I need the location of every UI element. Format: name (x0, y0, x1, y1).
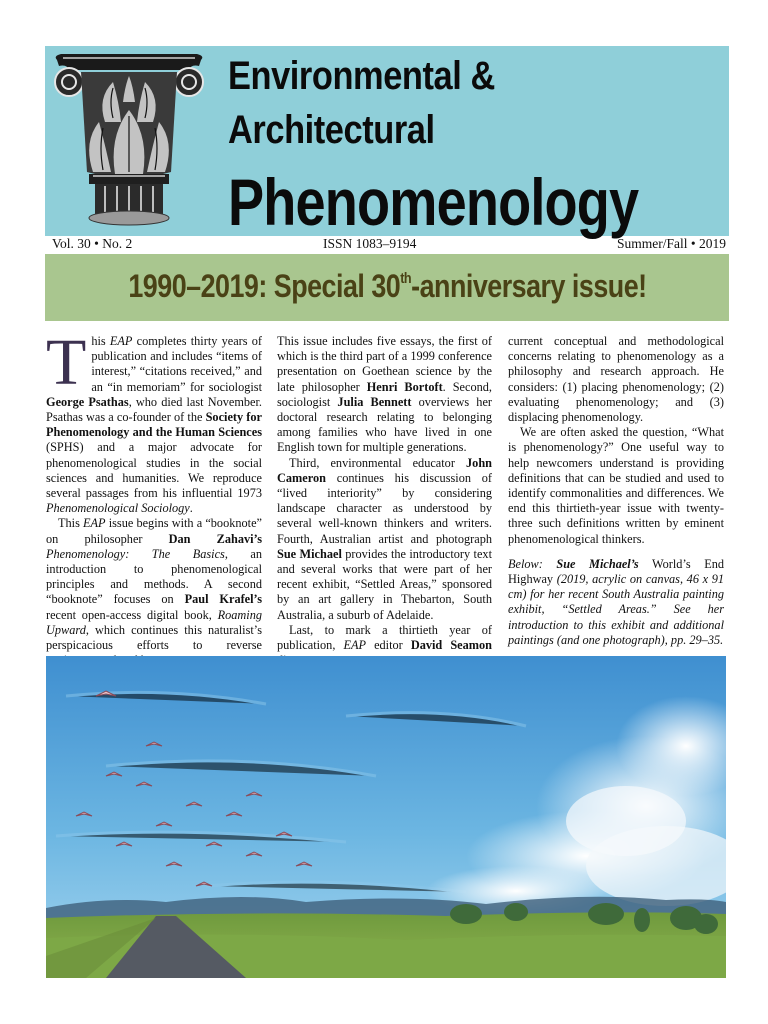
masthead-title-line-3: Phenomenology (228, 165, 639, 239)
masthead (45, 46, 729, 239)
anniversary-banner (45, 254, 729, 321)
paragraph: current conceptual and methodological concerns relating to phenomenology as a philosophy and research approach. He considers: (1) placing phenomenology; (2) evaluating phenomenology; and (3) displacing phenomenology. (508, 334, 724, 425)
paragraph: This EAP completes thirty years of publication and includes “items of interest,” “citations received,” and an “in memoriam” for sociologist George Psathas, who died last November. Psathas was a co-founder of the Society for Phenomenology and the Human Sciences (SPHS) and a major advocate for phenomenological studies in the social sciences and humanities. We reproduce several passages from his influential 1973 Phenomenological Sociology. (46, 326, 263, 516)
landscape-painting-image (46, 656, 726, 978)
drop-cap: T (46, 326, 87, 399)
paragraph: This issue includes five essays, the first of which is the third part of a 1999 conference presentation on Goethean science by the late philosopher Henri Bortoft. Second, sociologist Julia Bennett overviews her doctoral research relating to belonging among families who have lived in one English town for multiple generations. (277, 334, 493, 455)
article-column-1 (46, 326, 263, 668)
paragraph: This EAP issue begins with a “booknote” on philosopher Dan Zahavi’s Phenomenology: The Basics, an introduction to phenomenological principles and methods. A second “booknote” focuses on Paul Krafel’s recent open-access digital book, Roaming Upward, which continues this naturalist’s perspicacious efforts to reverse (46, 516, 262, 653)
corinthian-capital-icon (53, 52, 205, 228)
paragraph: We are often asked the question, “What is phenomenology?” One useful way to help newcomers understand is providing definitions that can be studied and used to identify commonalities and differences. We end this thirtieth-year issue with twenty-three such definitions written by eminent phenomenological thinkers. (508, 425, 724, 546)
article-column-3 (508, 334, 724, 648)
painting-caption: Below: Sue Michael’s World’s End Highway (2019, acrylic on canvas, 46 x 91 cm) for her recent South Australia painting exhibit, “Settled Areas.” See her introduction to this exhibit and additional paintings (and one photograph), pp. 29–35. (508, 556, 724, 647)
issn: ISSN 1083–9194 (323, 236, 417, 251)
paragraph: Last, to mark a thirtieth year of publication, EAP editor David Seamon (277, 622, 492, 653)
paragraph: Third, environmental educator John Cameron continues his discussion of “lived interiority” by considering landscape character as understood by several well-known thinkers and writers. Fourth, Australian artist and photograph Sue Michael provides the introductory text and several works that were part of her recent exhibit, “Settled Areas,” sponsored by an art gallery in Thebarton, South Australia, a suburb of Adelaide. (277, 455, 492, 622)
article-column-2 (277, 334, 492, 668)
issue-info-line (52, 236, 726, 254)
volume-number: Vol. 30 • No. 2 (52, 236, 133, 251)
masthead-title-line-2: Architectural (228, 108, 435, 152)
banner-headline: 1990–2019: Special 30th-anniversary issue! (127, 268, 647, 304)
issue-season: Summer/Fall • 2019 (617, 236, 726, 251)
masthead-title-line-1: Environmental & (228, 54, 495, 98)
